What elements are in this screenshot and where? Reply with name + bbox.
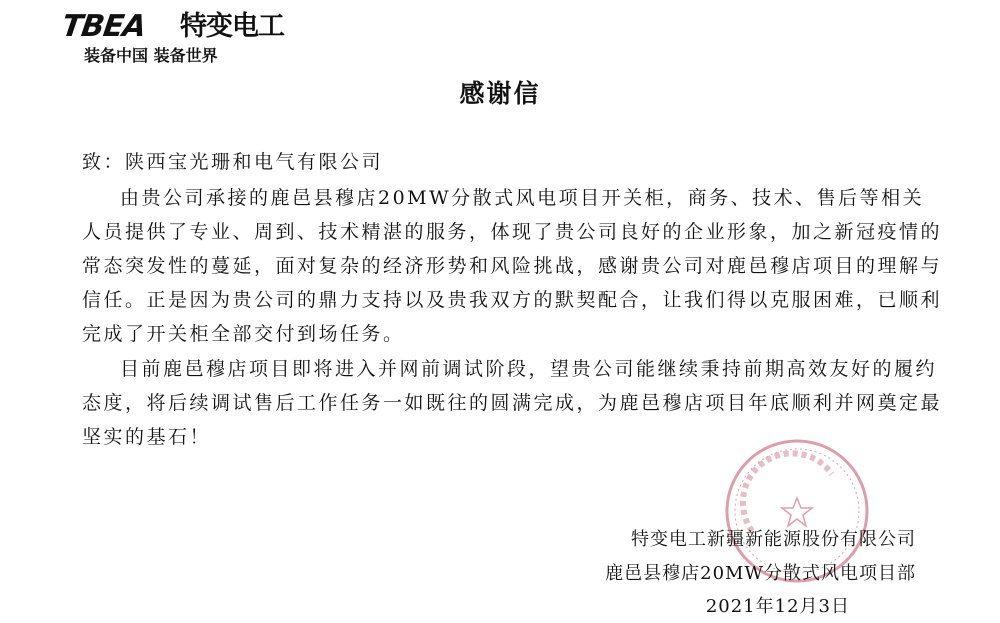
body-paragraph-2: 目前鹿邑穆店项目即将进入并网前调试阶段，望贵公司能继续秉持前期高效友好的履约态度，将后续调试售后工作任务一如既往的圆满完成，为鹿邑穆店项目年底顺利并网奠定最坚实的基石！ bbox=[82, 358, 943, 448]
body-paragraph-1: 由贵公司承接的鹿邑县穆店20MW分散式风电项目开关柜，商务、技术、售后等相关人员提供了专业、周到、技术精湛的服务，体现了贵公司良好的企业形象，加之新冠疫情的常态突发性的蔓延，面对复杂的经济形势和风险挑战，感谢贵公司对鹿邑穆店项目的理解与信任。正是因为贵公司的鼎力支持以及贵我双方的默契配合，让我们得以克服困难，已顺利完成了开关柜全部交付到场任务。 bbox=[82, 187, 943, 345]
signature-department: 鹿邑县穆店20MW分散式风电项目部 bbox=[605, 563, 916, 584]
salutation: 致：陕西宝光珊和电气有限公司 bbox=[82, 151, 384, 173]
company-logo bbox=[59, 9, 322, 66]
logo-slogan: 装备中国 装备世界 bbox=[84, 46, 218, 65]
signature-date: 2021年12月3日 bbox=[705, 596, 850, 617]
logo-company-name: 特变电工 bbox=[180, 11, 284, 42]
signature-company: 特变电工新疆新能源股份有限公司 bbox=[631, 529, 916, 550]
letter-title: 感谢信 bbox=[459, 79, 541, 108]
logo-mark: TBEA bbox=[59, 9, 148, 44]
